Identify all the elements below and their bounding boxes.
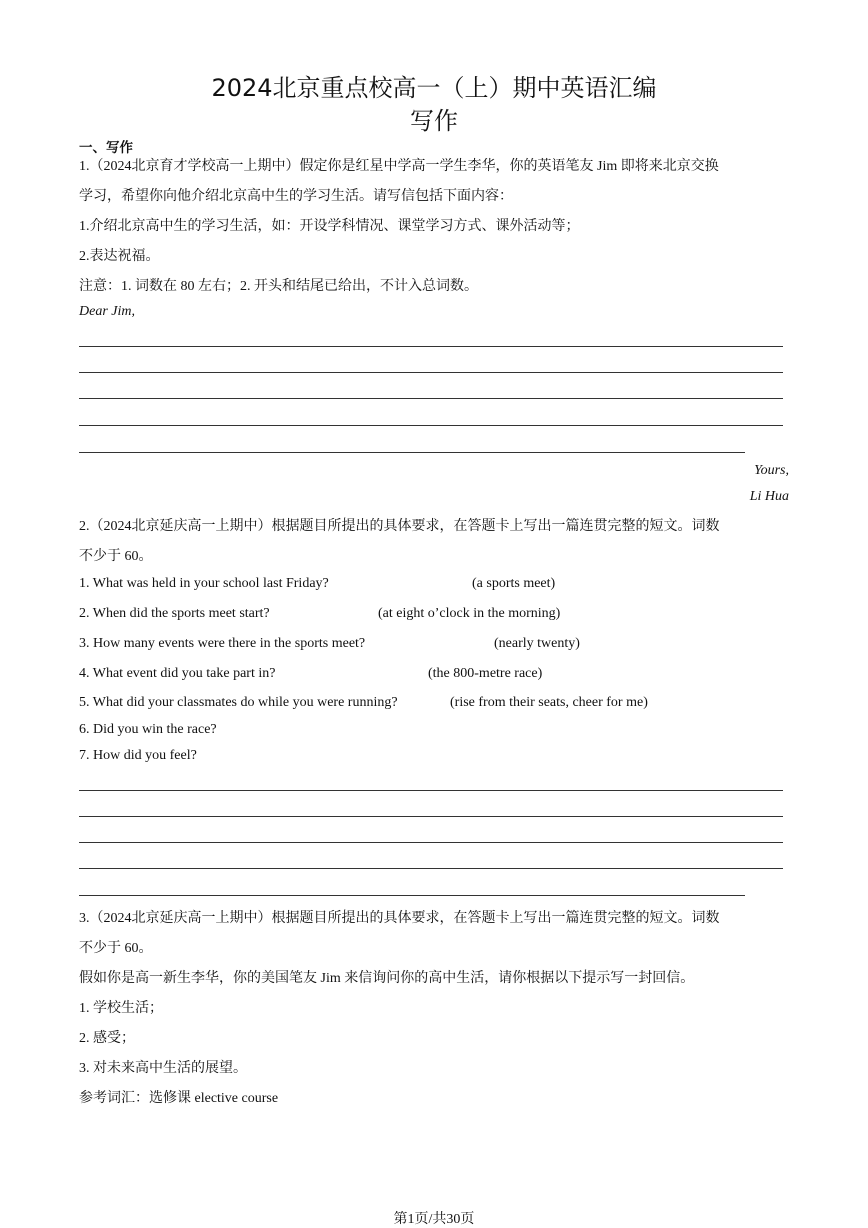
page-title: 2024北京重点校高一（上）期中英语汇编 xyxy=(211,74,657,102)
q2-question: 1. What was held in your school last Friday? xyxy=(79,576,329,591)
q2-line1: 2.（2024北京延庆高一上期中）根据题目所提出的具体要求，在答题卡上写出一篇连贯完整的短文。词数 xyxy=(79,519,720,534)
q3-line1: 3.（2024北京延庆高一上期中）根据题目所提出的具体要求，在答题卡上写出一篇连贯完整的短文。词数 xyxy=(79,911,720,926)
q2-answer-hint: (the 800-metre race) xyxy=(428,666,543,681)
q1-greeting: Dear Jim, xyxy=(79,304,135,319)
q2-question: 4. What event did you take part in? xyxy=(79,666,276,681)
q2-question: 6. Did you win the race? xyxy=(79,722,217,737)
q2-question: 5. What did your classmates do while you were running? xyxy=(79,695,398,710)
q3-line3: 假如你是高一新生李华，你的美国笔友 Jim 来信询问你的高中生活，请你根据以下提示写一封回信。 xyxy=(79,971,695,986)
writing-line xyxy=(79,425,783,426)
writing-line xyxy=(79,895,745,896)
q1-line1: 1.（2024北京育才学校高一上期中）假定你是红星中学高一学生李华，你的英语笔友 Jim 即将来北京交换 xyxy=(79,159,719,174)
writing-line xyxy=(79,346,783,347)
q1-note: 注意：1. 词数在 80 左右；2. 开头和结尾已给出，不计入总词数。 xyxy=(79,279,478,294)
q2-line2: 不少于 60。 xyxy=(79,549,153,564)
q3-line2: 不少于 60。 xyxy=(79,941,153,956)
writing-line xyxy=(79,868,783,869)
q3-vocab: 参考词汇：选修课 elective course xyxy=(79,1091,279,1106)
page-footer: 第1页/共30页 xyxy=(393,1212,475,1227)
q3-item: 1. 学校生活； xyxy=(79,1001,163,1016)
writing-line xyxy=(79,816,783,817)
q2-answer-hint: (a sports meet) xyxy=(472,576,556,591)
q2-question: 3. How many events were there in the sports meet? xyxy=(79,636,366,651)
section-heading: 一、写作 xyxy=(79,140,133,156)
writing-line xyxy=(79,452,745,453)
page-subtitle: 写作 xyxy=(410,107,458,135)
q3-item: 3. 对未来高中生活的展望。 xyxy=(79,1061,247,1076)
q2-answer-hint: (nearly twenty) xyxy=(494,636,580,651)
q1-item2: 2.表达祝福。 xyxy=(79,249,160,264)
q2-answer-hint: (at eight o’clock in the morning) xyxy=(378,606,561,621)
writing-line xyxy=(79,790,783,791)
q1-item1: 1.介绍北京高中生的学习生活，如：开设学科情况、课堂学习方式、课外活动等； xyxy=(79,219,580,234)
q2-question: 7. How did you feel? xyxy=(79,748,197,763)
writing-line xyxy=(79,842,783,843)
q1-line2: 学习，希望你向他介绍北京高中生的学习生活。请写信包括下面内容： xyxy=(79,189,513,204)
q3-item: 2. 感受； xyxy=(79,1031,135,1046)
q1-signature: Li Hua xyxy=(749,489,789,504)
q2-answer-hint: (rise from their seats, cheer for me) xyxy=(450,695,648,710)
writing-line xyxy=(79,398,783,399)
writing-line xyxy=(79,372,783,373)
q1-closing: Yours, xyxy=(754,463,789,478)
q2-question: 2. When did the sports meet start? xyxy=(79,606,270,621)
